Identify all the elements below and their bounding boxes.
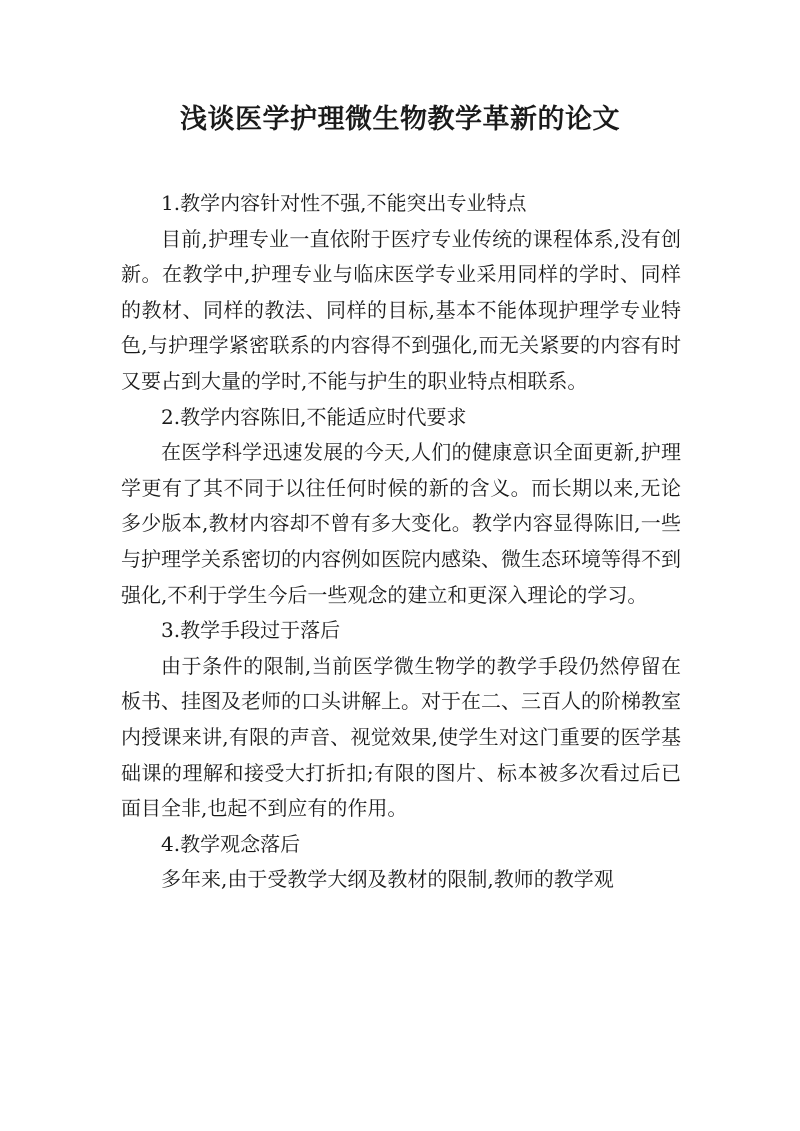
body-paragraph-2: 在医学科学迅速发展的今天,人们的健康意识全面更新,护理学更有了其不同于以往任何时候的新的含义。而长期以来,无论多少版本,教材内容却不曾有多大变化。教学内容显得陈旧,一些与护理学关系密切的内容例如医院内感染、微生态环境等得不到强化,不利于学生今后一些观念的建立和更深入理论的学习。 bbox=[121, 440, 681, 607]
body-paragraph-4: 多年来,由于受教学大纲及教材的限制,教师的教学观 bbox=[161, 867, 614, 892]
body-paragraph-1: 目前,护理专业一直依附于医疗专业传统的课程体系,没有创新。在教学中,护理专业与临床医学专业采用同样的学时、同样的教材、同样的教法、同样的目标,基本不能体现护理学专业特色,与护理学紧密联系的内容得不到强化,而无关紧要的内容有时又要占到大量的学时,不能与护生的职业特点相联系。 bbox=[121, 226, 681, 393]
section-heading-2: 2.教学内容陈旧,不能适应时代要求 bbox=[161, 404, 467, 429]
document-title: 浅谈医学护理微生物教学革新的论文 bbox=[180, 104, 620, 135]
section-heading-3: 3.教学手段过于落后 bbox=[161, 618, 341, 643]
body-paragraph-3: 由于条件的限制,当前医学微生物学的教学手段仍然停留在板书、挂图及老师的口头讲解上。对于在二、三百人的阶梯教室内授课来讲,有限的声音、视觉效果,使学生对这门重要的医学基础课的理解和接受大打折扣;有限的图片、标本被多次看过后已面目全非,也起不到应有的作用。 bbox=[121, 653, 681, 821]
document-body bbox=[121, 186, 681, 898]
section-heading-4: 4.教学观念落后 bbox=[161, 831, 301, 856]
section-heading-1: 1.教学内容针对性不强,不能突出专业特点 bbox=[161, 191, 527, 215]
